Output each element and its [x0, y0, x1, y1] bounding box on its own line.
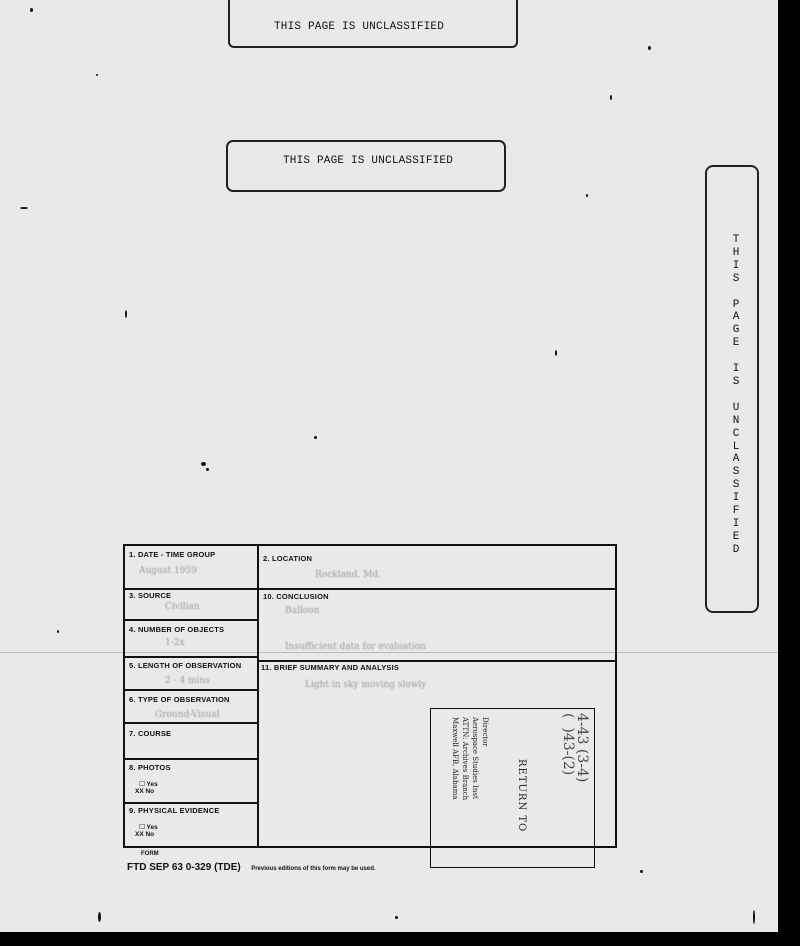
speck	[586, 194, 588, 197]
unclassified-stamp-right: T H I S P A G E I S U N C L A S S I F I E D	[732, 234, 740, 556]
speck	[753, 910, 755, 924]
row-line	[125, 758, 259, 760]
photos-no-label: No	[145, 788, 155, 795]
row-line	[125, 722, 259, 724]
date-time-group-label: 1. DATE - TIME GROUP	[129, 550, 216, 559]
source-value: Civilian	[165, 602, 200, 612]
type-of-observation-value: Ground-Visual	[155, 710, 220, 720]
unclassified-stamp-middle: THIS PAGE IS UNCLASSIFIED	[283, 155, 454, 167]
physical-evidence-yes[interactable]: ☐ Yes	[139, 824, 158, 831]
location-value: Rockland, Md.	[315, 570, 382, 580]
number-of-objects-label: 4. NUMBER OF OBJECTS	[129, 625, 225, 634]
row-line	[125, 802, 259, 804]
handwritten-case-number: 4-43 (3-4) ( )43-(2)	[560, 713, 590, 783]
length-of-observation-value: 2 - 4 mins	[165, 676, 210, 686]
type-of-observation-label: 6. TYPE OF OBSERVATION	[129, 695, 230, 704]
location-label: 2. LOCATION	[263, 554, 313, 563]
row-line	[257, 588, 615, 590]
speck	[96, 74, 98, 76]
length-of-observation-label: 5. LENGTH OF OBSERVATION	[129, 661, 242, 670]
return-to-title: RETURN TO	[516, 759, 527, 833]
photos-yes[interactable]: ☐ Yes	[139, 781, 158, 788]
speck	[640, 870, 643, 873]
speck	[57, 630, 59, 633]
conclusion-label: 10. CONCLUSION	[263, 592, 329, 601]
column-divider	[257, 546, 259, 846]
photos-no-mark: XX	[135, 788, 144, 795]
row-line	[125, 588, 259, 590]
speck	[395, 916, 398, 919]
row-line	[125, 689, 259, 691]
physical-evidence-no-label: No	[145, 831, 155, 838]
form-number: FTD SEP 63 0-329 (TDE)	[127, 862, 241, 873]
physical-evidence-label: 9. PHYSICAL EVIDENCE	[129, 806, 220, 815]
source-label: 3. SOURCE	[129, 591, 172, 600]
row-line	[125, 619, 259, 621]
course-label: 7. COURSE	[129, 729, 172, 738]
return-to-stamp	[430, 708, 595, 868]
conclusion-value-2: Insufficient data for evaluation	[285, 642, 426, 652]
row-line	[257, 660, 615, 662]
physical-evidence-no-mark: XX	[135, 831, 144, 838]
row-line	[125, 656, 259, 658]
return-to-line2: Aerospace Studies Inst	[471, 717, 479, 799]
number-of-objects-value: 1-2x	[165, 638, 185, 648]
return-to-line3: ATTN: Archives Branch	[461, 717, 469, 801]
return-to-line1: Director	[481, 717, 489, 747]
speck	[20, 207, 28, 209]
speck	[206, 468, 209, 471]
speck	[610, 95, 612, 100]
physical-evidence-no-checkbox[interactable]	[135, 831, 154, 838]
photos-no-checkbox[interactable]	[135, 788, 154, 795]
brief-summary-label: 11. BRIEF SUMMARY AND ANALYSIS	[261, 663, 400, 672]
speck	[98, 912, 101, 922]
date-time-group-value: August 1959	[139, 566, 197, 576]
speck	[30, 8, 33, 12]
speck	[555, 350, 557, 356]
form-footer	[127, 857, 376, 875]
form-footer-note: Previous editions of this form may be used.	[251, 866, 376, 872]
return-to-line4: Maxwell AFB, Alabama	[451, 717, 459, 800]
form-word: FORM	[141, 851, 159, 857]
brief-summary-value: Light in sky moving slowly	[305, 680, 427, 690]
conclusion-value: Balloon	[285, 606, 320, 616]
photos-label: 8. PHOTOS	[129, 763, 171, 772]
speck	[314, 436, 317, 439]
speck	[201, 462, 206, 466]
unclassified-stamp-top: THIS PAGE IS UNCLASSIFIED	[274, 21, 445, 33]
speck	[648, 46, 651, 50]
speck	[125, 310, 127, 318]
